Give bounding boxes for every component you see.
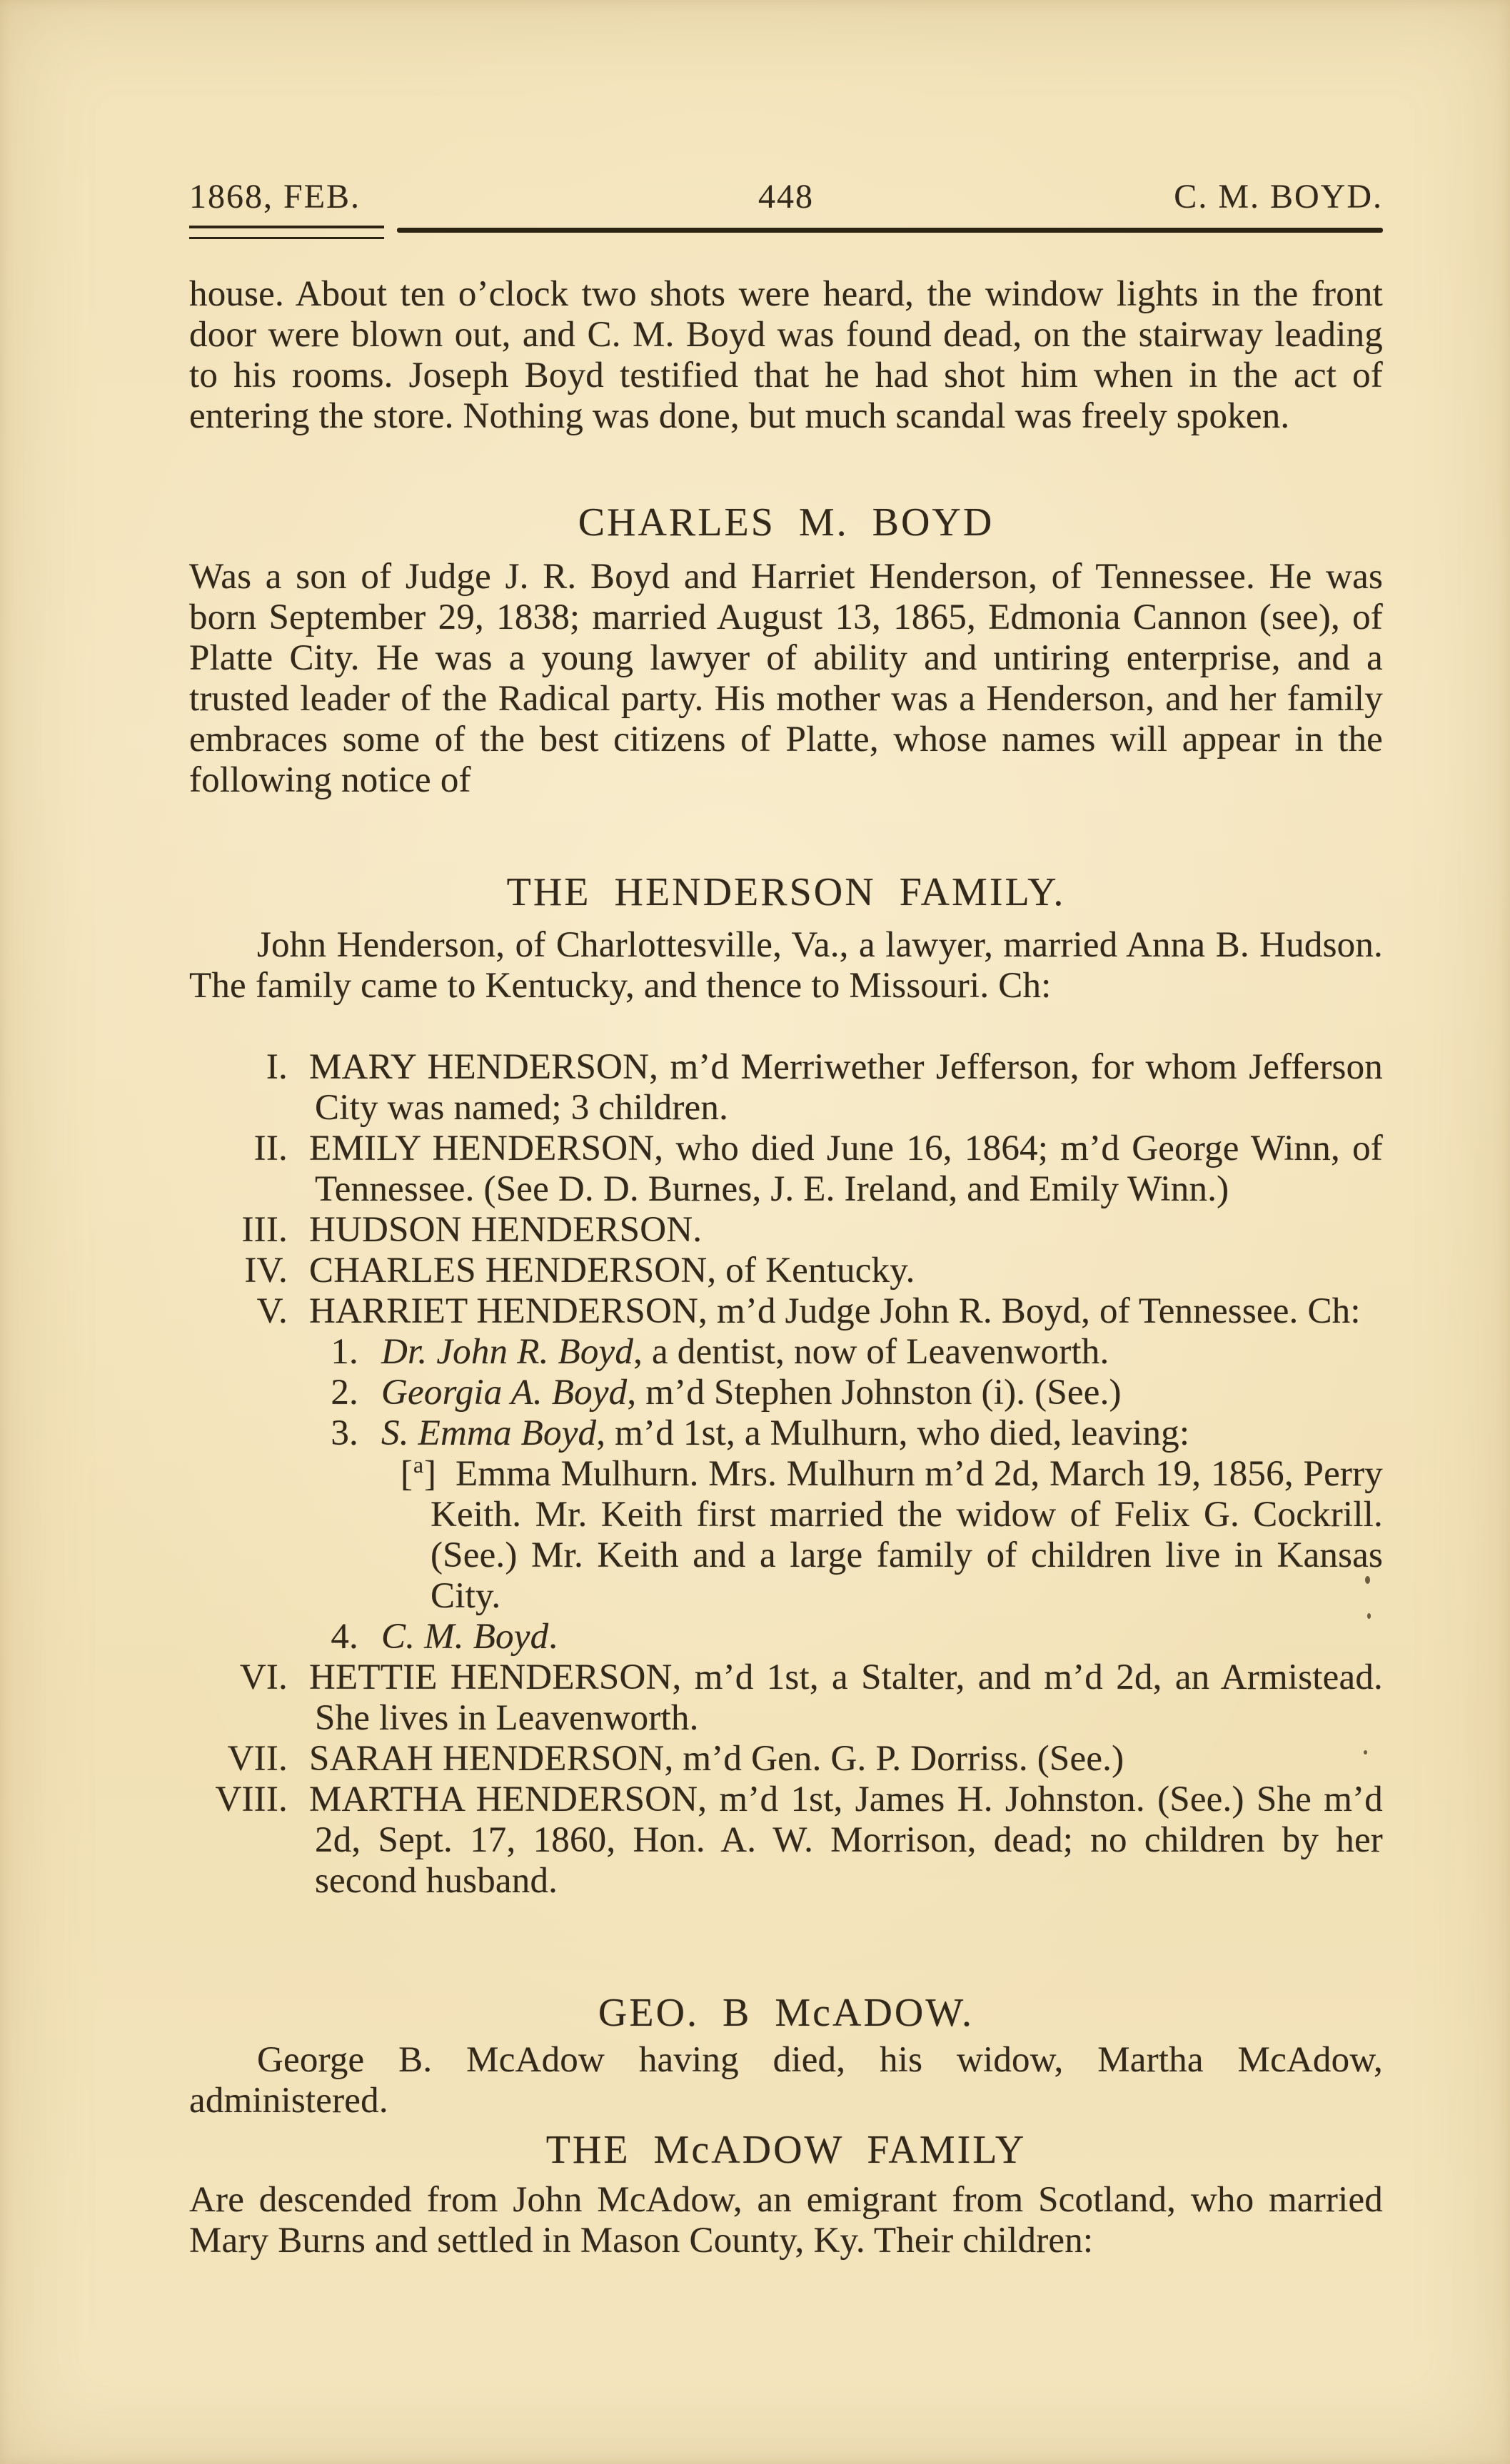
- child-text: EMILY HENDERSON, who died June 16, 1864; m’d George Winn, of Tennessee. (See D. D. Burnes, J. E. Ireland, and Emily Winn.): [309, 1129, 1383, 1209]
- header-page-number: 448: [758, 178, 814, 216]
- roman-numeral: III.: [241, 1210, 288, 1250]
- child-rest: .: [548, 1617, 558, 1657]
- heading-charles-m-boyd: CHARLES M. BOYD: [578, 500, 995, 545]
- note-marker: [$^a$]: [401, 1453, 437, 1494]
- child-name: C. M. Boyd: [381, 1617, 549, 1657]
- child-number: 3.: [331, 1413, 358, 1453]
- roman-numeral: VII.: [227, 1739, 288, 1779]
- child-text: HETTIE HENDERSON, m’d 1st, a Stalter, and m’d 2d, an Armistead. She lives in Leavenworth.: [309, 1657, 1383, 1738]
- child-text: HUDSON HENDERSON.: [309, 1210, 703, 1250]
- harriet-child-item-1: [189, 1332, 1383, 1373]
- mulhurn-note: [189, 1454, 1383, 1617]
- child-number: 4.: [331, 1617, 358, 1657]
- henderson-child-item-2: [189, 1129, 1383, 1210]
- child-rest: , a dentist, now of Leavenworth.: [633, 1332, 1109, 1372]
- child-text: CHARLES HENDERSON, of Kentucky.: [309, 1251, 915, 1291]
- henderson-child-item-3: [189, 1210, 1383, 1251]
- paragraph-geo-b-mcadow: George B. McAdow having died, his widow, Martha McAdow, administered.: [189, 2040, 1383, 2121]
- henderson-child-item-1: [189, 1047, 1383, 1129]
- note-text: Emma Mulhurn. Mrs. Mulhurn m’d 2d, March 19, 1856, Perry Keith. Mr. Keith first married the widow of Felix G. Cockrill. (See.) Mr. Keith and a large family of children live in Kansas City.: [431, 1454, 1383, 1616]
- roman-numeral: V.: [256, 1291, 288, 1331]
- ink-speck: [1367, 1613, 1371, 1619]
- ink-speck: [1365, 1576, 1370, 1584]
- roman-numeral: IV.: [244, 1251, 288, 1291]
- paragraph-henderson-intro: John Henderson, of Charlottesville, Va., a lawyer, married Anna B. Hudson. The family came to Kentucky, and thence to Missouri. Ch:: [189, 925, 1383, 1006]
- henderson-child-item-5: [189, 1291, 1383, 1332]
- child-name: Georgia A. Boyd: [381, 1373, 628, 1413]
- header-date: 1868, FEB.: [189, 178, 361, 216]
- child-text: SARAH HENDERSON, m’d Gen. G. P. Dorriss. (See.): [309, 1739, 1124, 1779]
- child-text: HARRIET HENDERSON, m’d Judge John R. Boyd, of Tennessee. Ch:: [309, 1291, 1361, 1331]
- header-rule-left: [189, 226, 384, 239]
- henderson-child-item-8: [189, 1779, 1383, 1902]
- ink-speck: [1364, 1750, 1367, 1754]
- child-text: MARY HENDERSON, m’d Merriwether Jefferson, for whom Jefferson City was named; 3 children.: [309, 1047, 1383, 1128]
- roman-numeral: VI.: [239, 1657, 288, 1697]
- henderson-child-item-4: [189, 1251, 1383, 1291]
- child-text: MARTHA HENDERSON, m’d 1st, James H. Johnston. (See.) She m’d 2d, Sept. 17, 1860, Hon. A. W. Morrison, dead; no children by her second husband.: [309, 1779, 1383, 1901]
- roman-numeral: VIII.: [215, 1779, 288, 1819]
- harriet-child-item-2: [189, 1373, 1383, 1413]
- harriet-child-item-3: [189, 1413, 1383, 1454]
- paragraph-mcadow-family: Are descended from John McAdow, an emigrant from Scotland, who married Mary Burns and settled in Mason County, Ky. Their children:: [189, 2180, 1383, 2261]
- child-number: 1.: [331, 1332, 358, 1372]
- child-rest: , m’d 1st, a Mulhurn, who died, leaving:: [596, 1413, 1190, 1453]
- henderson-child-item-6: [189, 1657, 1383, 1739]
- heading-henderson-family: THE HENDERSON FAMILY.: [506, 870, 1066, 914]
- intro-paragraph: house. About ten o’clock two shots were heard, the window lights in the front door were blown out, and C. M. Boyd was found dead, on the stairway leading to his rooms. Joseph Boyd testified that he had shot him when in the act of entering the store. Nothing was done, but much scandal was freely spoken.: [189, 274, 1383, 436]
- child-name: Dr. John R. Boyd: [381, 1332, 634, 1372]
- running-header: [189, 180, 1383, 214]
- harriet-child-item-4: [189, 1617, 1383, 1657]
- note-marker-letter: a: [413, 1453, 425, 1478]
- henderson-children-list: [189, 1047, 1383, 1902]
- header-rule-right: [397, 228, 1383, 233]
- henderson-child-item-7: [189, 1739, 1383, 1779]
- child-name: S. Emma Boyd: [381, 1413, 597, 1453]
- child-rest: , m’d Stephen Johnston (i). (See.): [627, 1373, 1122, 1413]
- roman-numeral: I.: [266, 1047, 288, 1087]
- header-running-title: C. M. BOYD.: [1174, 178, 1383, 216]
- heading-geo-b-mcadow: GEO. B McADOW.: [598, 1991, 975, 2035]
- heading-mcadow-family: THE McADOW FAMILY: [545, 2128, 1027, 2172]
- paragraph-charles-m-boyd: Was a son of Judge J. R. Boyd and Harriet Henderson, of Tennessee. He was born September 29, 1838; married August 13, 1865, Edmonia Cannon (see), of Platte City. He was a young lawyer of ability and untiring enterprise, and a trusted leader of the Radical party. His mother was a Henderson, and her family embraces some of the best citizens of Platte, whose names will appear in the following notice of: [189, 557, 1383, 800]
- roman-numeral: II.: [253, 1129, 288, 1168]
- child-number: 2.: [331, 1373, 358, 1413]
